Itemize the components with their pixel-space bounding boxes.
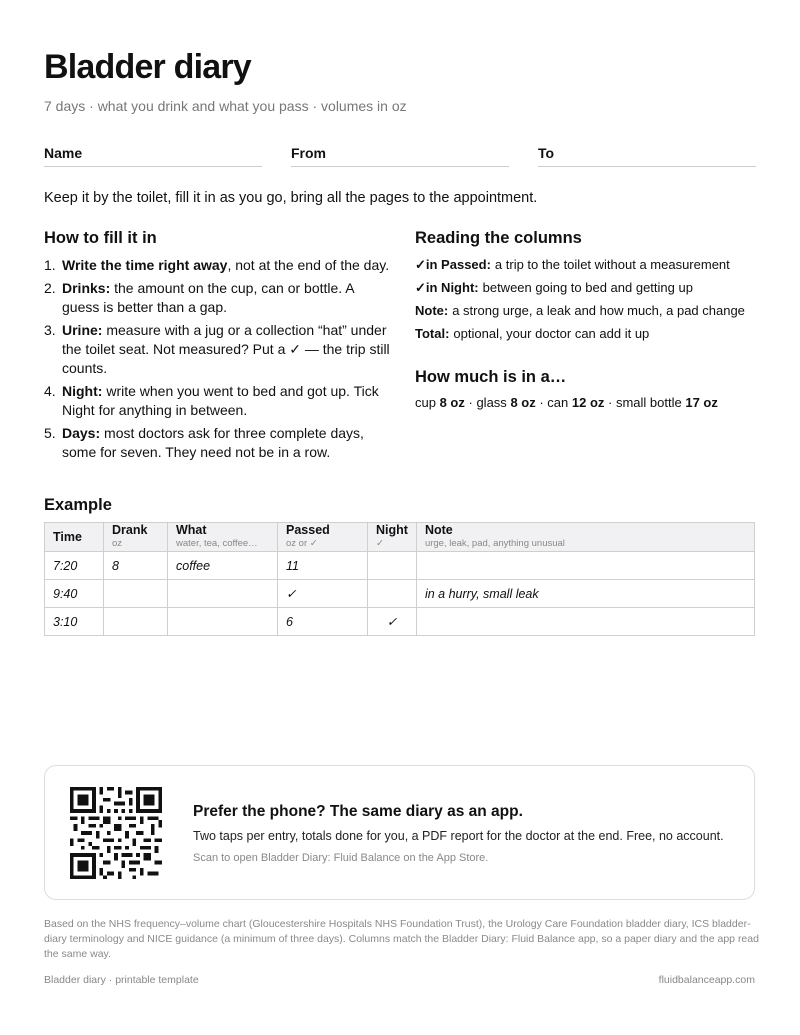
- sources-footnote: Based on the NHS frequency–volume chart (Gloucestershire Hospitals NHS Foundation Trust), the Urology Care Foundation bladder diary, ICS bladder-diary terminology and NICE guidance (a minimum of three days). Columns match the Bladder Diary: Fluid Balance app, so a paper diary and the app read the same way.: [44, 918, 759, 960]
- page-subtitle: 7 days · what you drink and what you pass · volumes in oz: [44, 98, 407, 114]
- how-heading: How to fill it in: [44, 229, 157, 247]
- to-field[interactable]: To: [538, 145, 756, 167]
- how-item: 3. Urine: measure with a jug or a collection “hat” under the toilet seat. Not measured? Put a ✓ — the trip still counts.: [44, 322, 390, 376]
- reading-item: Note: a strong urge, a leak and how much, a pad change: [415, 303, 745, 318]
- intro-text: Keep it by the toilet, fill it in as you go, bring all the pages to the appointment.: [44, 190, 538, 206]
- how-item: 4. Night: write when you went to bed and got up. Tick Night for anything in between.: [44, 383, 379, 418]
- name-field[interactable]: Name: [44, 145, 262, 167]
- col-drank: Drank oz: [104, 523, 168, 552]
- reading-item: ✓in Passed: a trip to the toilet without a measurement: [415, 257, 730, 272]
- example-heading: Example: [44, 496, 112, 514]
- how-much-line: cup 8 oz · glass 8 oz · can 12 oz · small bottle 17 oz: [415, 395, 718, 410]
- from-field[interactable]: From: [291, 145, 509, 167]
- app-note: Scan to open Bladder Diary: Fluid Balance on the App Store.: [193, 852, 489, 864]
- table-row: 3:10 6 ✓: [45, 608, 755, 636]
- reading-item: Total: optional, your doctor can add it up: [415, 326, 650, 341]
- reading-heading: Reading the columns: [415, 229, 582, 247]
- col-what: What water, tea, coffee…: [168, 523, 278, 552]
- app-promo-card: [44, 765, 755, 900]
- reading-list: [415, 256, 745, 348]
- table-row: 9:40 ✓ in a hurry, small leak: [45, 580, 755, 608]
- how-item: 1. Write the time right away, not at the end of the day.: [44, 257, 390, 273]
- how-item: 2. Drinks: the amount on the cup, can or bottle. A guess is better than a gap.: [44, 280, 354, 315]
- reading-item: ✓in Night: between going to bed and getting up: [415, 280, 693, 295]
- example-table: [44, 522, 755, 636]
- page-title: Bladder diary: [44, 48, 251, 86]
- qr-code-icon[interactable]: [70, 787, 162, 879]
- col-note: Note urge, leak, pad, anything unusual: [416, 523, 754, 552]
- app-description: Two taps per entry, totals done for you, a PDF report for the doctor at the end. Free, no account.: [193, 829, 724, 843]
- table-row: 7:20 8 coffee 11: [45, 552, 755, 580]
- app-heading: Prefer the phone? The same diary as an app.: [193, 803, 523, 820]
- col-night: Night ✓: [368, 523, 417, 552]
- footer-left: Bladder diary · printable template: [44, 974, 199, 986]
- col-time: Time: [45, 523, 104, 552]
- how-list: [44, 256, 394, 466]
- how-much-heading: How much is in a…: [415, 368, 567, 386]
- how-item: 5. Days: most doctors ask for three complete days, some for seven. They need not be in a row.: [44, 425, 364, 460]
- footer-link[interactable]: fluidbalanceapp.com: [658, 974, 755, 986]
- col-passed: Passed oz or ✓: [278, 523, 368, 552]
- table-header-row: [45, 523, 755, 552]
